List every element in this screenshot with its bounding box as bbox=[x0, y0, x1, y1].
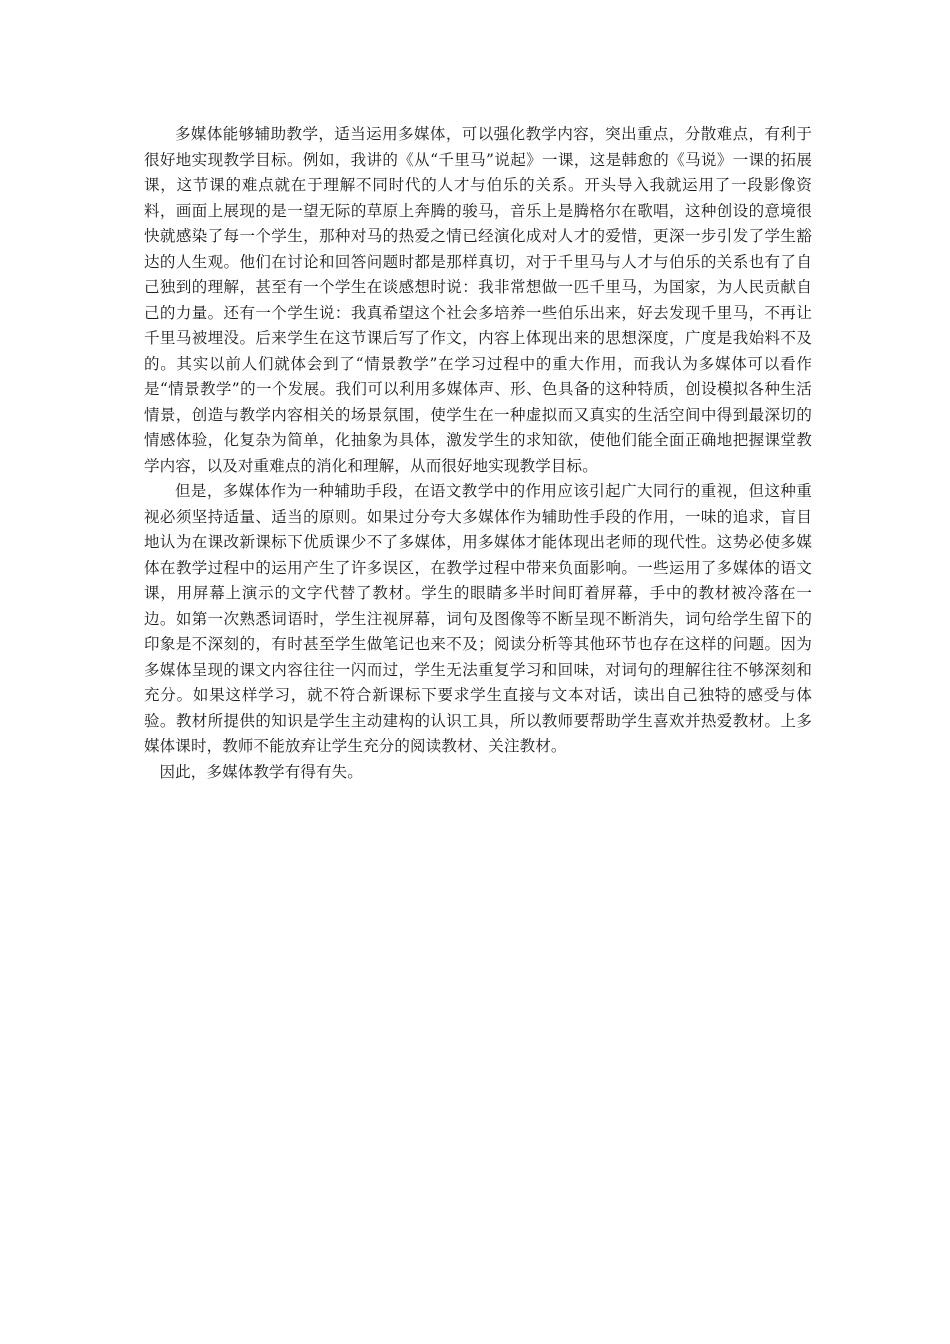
paragraph-1: 多媒体能够辅助教学，适当运用多媒体，可以强化教学内容，突出重点，分散难点，有利于很好地实现教学目标。例如，我讲的《从“千里马”说起》一课，这是韩愈的《马说》一课的拓展课，这节课的难点就在于理解不同时代的人才与伯乐的关系。开头导入我就运用了一段影像资料，画面上展现的是一望无际的草原上奔腾的骏马，音乐上是腾格尔在歌唱，这种创设的意境很快就感染了每一个学生，那种对马的热爱之情已经演化成对人才的爱惜，更深一步引发了学生豁达的人生观。他们在讨论和回答问题时都是那样真切，对于千里马与人才与伯乐的关系也有了自己独到的理解，甚至有一个学生在谈感想时说：我非常想做一匹千里马，为国家，为人民贡献自己的力量。还有一个学生说：我真希望这个社会多培养一些伯乐出来，好去发现千里马，不再让千里马被埋没。后来学生在这节课后写了作文，内容上体现出来的思想深度，广度是我始料不及的。其实以前人们就体会到了“情景教学”在学习过程中的重大作用，而我认为多媒体可以看作是“情景教学”的一个发展。我们可以利用多媒体声、形、色具备的这种特质，创设模拟各种生活情景，创造与教学内容相关的场景氛围，使学生在一种虚拟而又真实的生活空间中得到最深切的情感体验，化复杂为简单，化抽象为具体，激发学生的求知欲，使他们能全面正确地把握课堂教学内容，以及对重难点的消化和理解，从而很好地实现教学目标。 bbox=[144, 125, 812, 475]
paragraph-3: 因此，多媒体教学有得有失。 bbox=[159, 762, 363, 781]
paragraph-2: 但是，多媒体作为一种辅助手段，在语文教学中的作用应该引起广大同行的重视，但这种重视必须坚持适量、适当的原则。如果过分夸大多媒体作为辅助性手段的作用，一味的追求，盲目地认为在课改新课标下优质课少不了多媒体，用多媒体才能体现出老师的现代性。这势必使多媒体在教学过程中的运用产生了许多误区，在教学过程中带来负面影响。一些运用了多媒体的语文课，用屏幕上演示的文字代替了教材。学生的眼睛多半时间盯着屏幕，手中的教材被冷落在一边。如第一次熟悉词语时，学生注视屏幕，词句及图像等不断呈现不断消失，词句给学生留下的印象是不深刻的，有时甚至学生做笔记也来不及；阅读分析等其他环节也存在这样的问题。因为多媒体呈现的课文内容往往一闪而过，学生无法重复学习和回味，对词句的理解往往不够深刻和充分。如果这样学习，就不符合新课标下要求学生直接与文本对话，读出自己独特的感受与体验。教材所提供的知识是学生主动建构的认识工具，所以教师要帮助学生喜欢并热爱教材。上多媒体课时，教师不能放弃让学生充分的阅读教材、关注教材。 bbox=[144, 482, 812, 755]
document-page bbox=[144, 122, 812, 785]
